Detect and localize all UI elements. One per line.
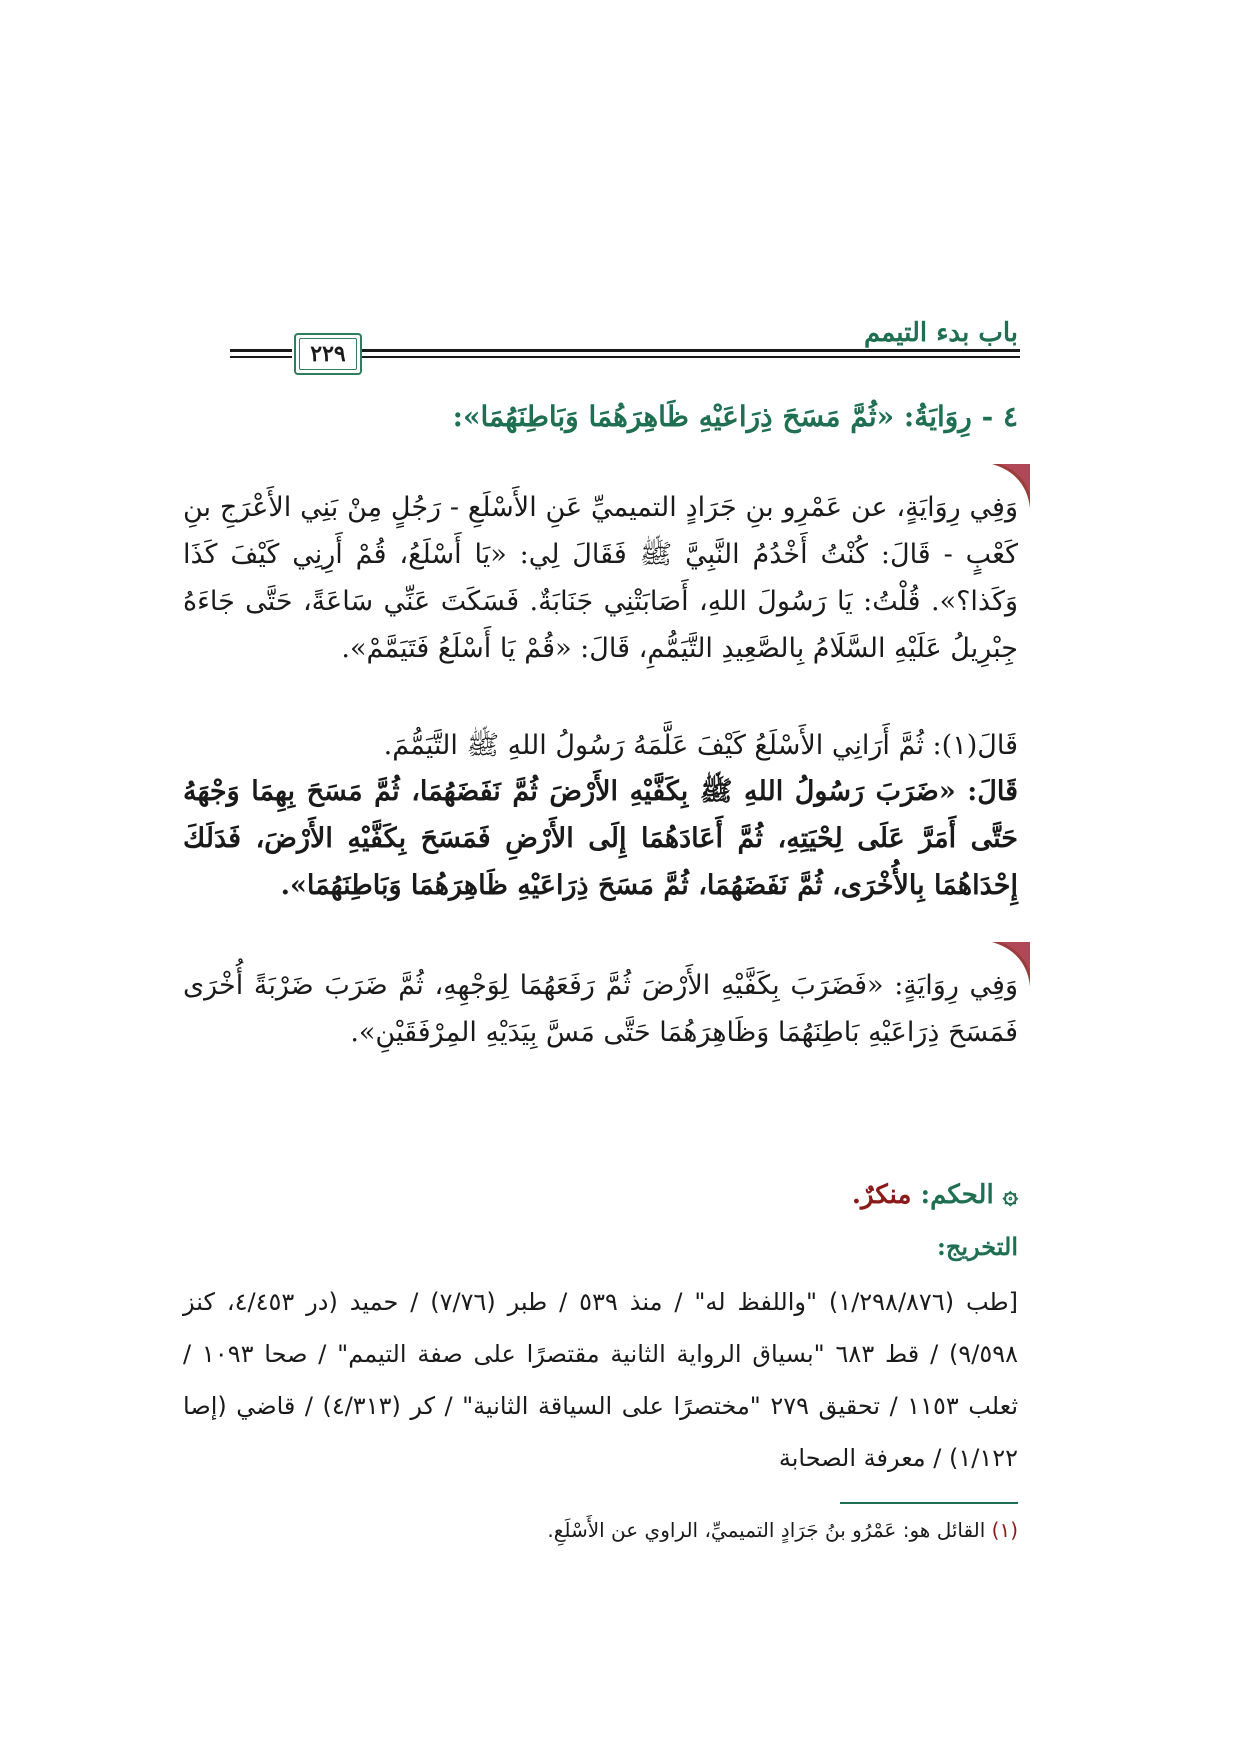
footnote-number: (١): [991, 1518, 1018, 1542]
narration-paragraph-1: وَفِي رِوَايَةٍ، عن عَمْرِو بنِ جَرَادٍ التميميِّ عَنِ الأَسْلَعِ - رَجُلٍ مِنْ بَنِي الأَعْرَجِ بنِ كَعْبٍ - قَالَ: كُنْتُ أَخْدُمُ النَّبِيَّ ﷺ فَقَالَ لِي: «يَا أَسْلَعُ، قُمْ أَرِنِي كَيْفَ كَذَا وَكَذا؟». قُلْتُ: يَا رَسُولَ اللهِ، أَصَابَتْنِي جَنَابَةٌ. فَسَكَتَ عَنِّي سَاعَةً، حَتَّى جَاءَهُ جِبْرِيلُ عَلَيْهِ السَّلَامُ بِالصَّعِيدِ التَّيَمُّمِ، قَالَ: «قُمْ يَا أَسْلَعُ فَتَيَمَّمْ».: [183, 492, 1019, 664]
header-rule-left: [230, 349, 292, 352]
ruling-value: منكرٌ.: [851, 1180, 912, 1210]
narration-paragraph-2: قَالَ(١): ثُمَّ أَرَانِي الأَسْلَعُ كَيْفَ عَلَّمَهُ رَسُولُ اللهِ ﷺ التَّيَمُّمَ.: [383, 730, 1018, 761]
header-rule-right-thin: [362, 356, 1020, 358]
header-rule-right: [362, 349, 1020, 352]
footnote-text: القائل هو: عَمْرُو بنُ جَرَادٍ التميميِّ، الراوي عن الأَسْلَعِ.: [547, 1518, 986, 1542]
header-rule-left-thin: [230, 356, 292, 358]
takhrij-heading: التخريج:: [937, 1232, 1018, 1261]
ruling: [852, 1180, 1018, 1210]
page-number-frame-icon: [294, 333, 362, 375]
ruling-label: ۞ الحكم:: [920, 1180, 1018, 1210]
footnote: [183, 1518, 1018, 1542]
page-number: ٢٢٩: [310, 341, 346, 367]
narration-paragraph-3: قَالَ: «ضَرَبَ رَسُولُ اللهِ ﷺ بِكَفَّيْهِ الأَرْضَ ثُمَّ نَفَضَهُمَا، ثُمَّ مَسَحَ بِهِمَا وَجْهَهُ حَتَّى أَمَرَّ عَلَى لِحْيَتِهِ، ثُمَّ أَعَادَهُمَا إِلَى الأَرْضِ فَمَسَحَ بِكَفَّيْهِ الأَرْضَ، فَدَلَكَ إِحْدَاهُمَا بِالأُخْرَى، ثُمَّ نَفَضَهُمَا، ثُمَّ مَسَحَ ذِرَاعَيْهِ ظَاهِرَهُمَا وَبَاطِنَهُمَا».: [183, 776, 1018, 901]
chapter-title: باب بدء التيمم: [863, 318, 1018, 348]
section-heading: ٤ - رِوَايَةُ: «ثُمَّ مَسَحَ ذِرَاعَيْهِ ظَاهِرَهُمَا وَبَاطِنَهُمَا»:: [452, 400, 1018, 433]
takhrij-text: [طب (١/٢٩٨/٨٧٦) "واللفظ له" / منذ ٥٣٩ / طبر (٧/٧٦) / حميد (در ٤/٤٥٣، كنز ٩/٥٩٨) / قط ٦٨٣ "بسياق الرواية الثانية مقتصرًا على صفة التيمم" / صحا ١٠٩٣ / ثعلب ١١٥٣ / تحقيق ٢٧٩ "مختصرًا على السياقة الثانية" / كر (٤/٣١٣) / قاضي (إصا ١/١٢٢) / معرفة الصحابة: [183, 1288, 1019, 1472]
narration-paragraph-4: وَفِي رِوَايَةٍ: «فَضَرَبَ بِكَفَّيْهِ الأَرْضَ ثُمَّ رَفَعَهُمَا لِوَجْهِهِ، ثُمَّ ضَرَبَ ضَرْبَةً أُخْرَى فَمَسَحَ ذِرَاعَيْهِ بَاطِنَهُمَا وَظَاهِرَهُمَا حَتَّى مَسَّ بِيَدَيْهِ المِرْفَقَيْنِ».: [183, 970, 1018, 1048]
footnote-separator: [840, 1502, 1018, 1504]
